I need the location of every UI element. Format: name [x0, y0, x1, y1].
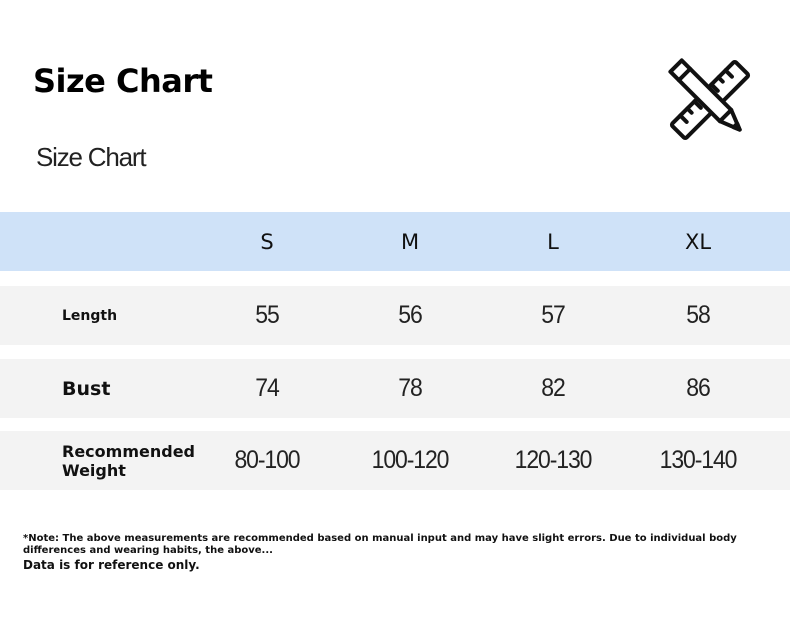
table-cell: 120-130 — [514, 446, 592, 474]
table-cell: 74 — [255, 374, 279, 402]
table-cell: 57 — [541, 301, 565, 329]
row-label: Length — [62, 307, 118, 324]
disclaimer-note: *Note: The above measurements are recommended based on manual input and may have slight errors. Due to individual body differences and wearing habits, the above... — [23, 533, 737, 556]
page-title: Size Chart — [33, 62, 213, 100]
size-header-cell: S — [260, 229, 274, 254]
table-row — [0, 359, 790, 418]
table-row — [0, 286, 790, 345]
page-subtitle: Size Chart — [36, 142, 146, 172]
table-header-row — [0, 212, 790, 271]
table-cell: 56 — [398, 301, 422, 329]
row-label: Bust — [62, 377, 111, 400]
table-cell: 80-100 — [234, 446, 300, 474]
table-cell: 100-120 — [371, 446, 449, 474]
disclaimer-tail: Data is for reference only. — [23, 558, 200, 572]
table-cell: 82 — [541, 374, 565, 402]
table-cell: 78 — [398, 374, 422, 402]
size-header-cell: L — [547, 229, 559, 254]
row-label: Recommended Weight — [62, 441, 195, 480]
size-header-cell: M — [400, 229, 420, 254]
size-header-cell: XL — [684, 229, 712, 254]
pencil-ruler-icon — [660, 50, 760, 150]
table-cell: 86 — [686, 374, 710, 402]
table-cell: 55 — [255, 301, 279, 329]
table-row — [0, 431, 790, 490]
table-cell: 130-140 — [659, 446, 737, 474]
table-cell: 58 — [686, 301, 710, 329]
